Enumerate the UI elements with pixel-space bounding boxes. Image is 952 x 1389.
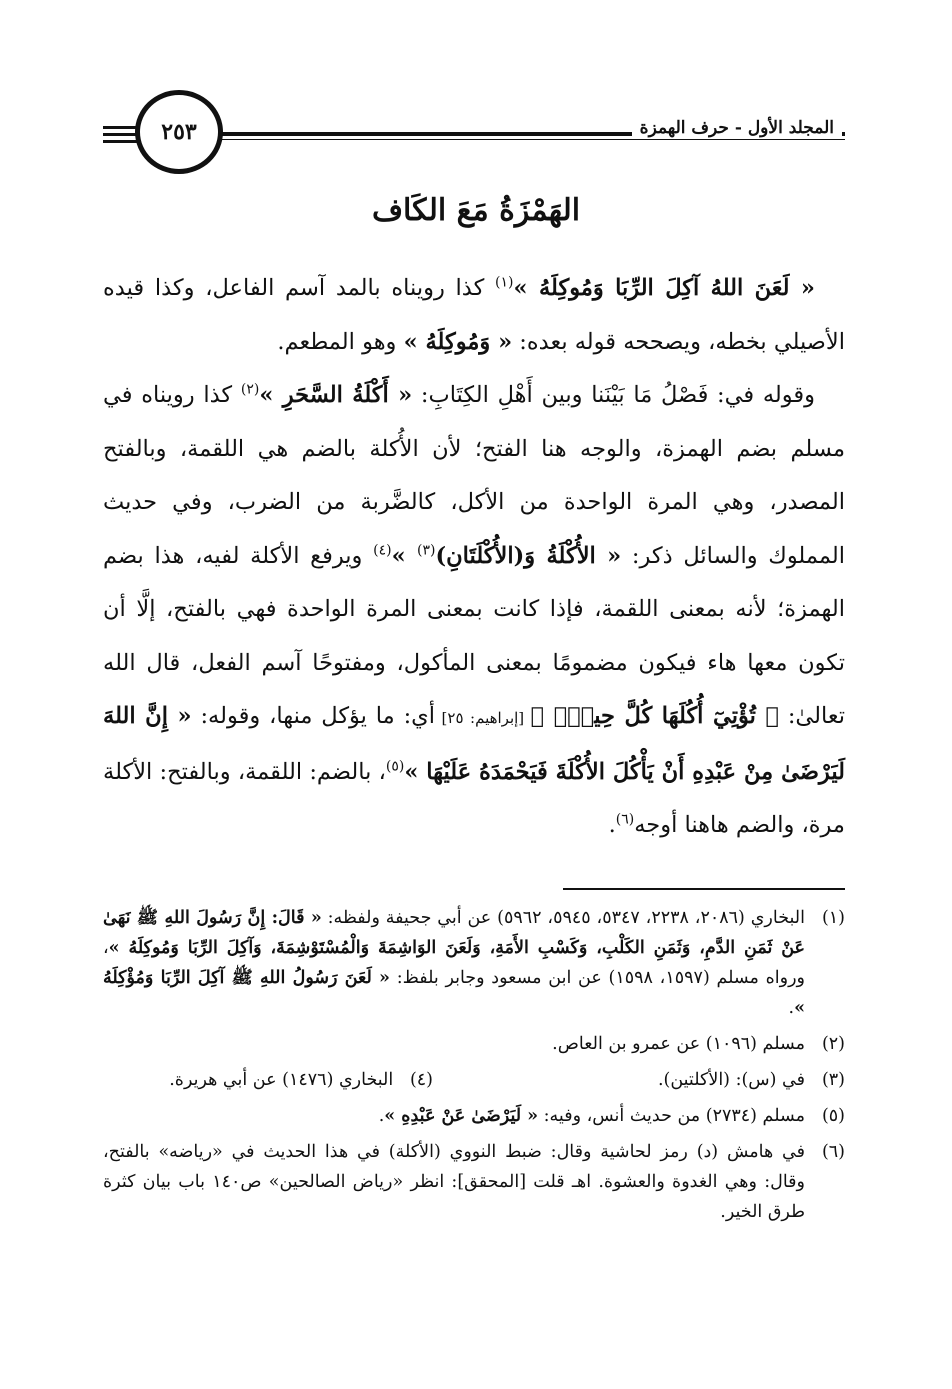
quote-muwakkil: « وَمُوكِلَهُ » bbox=[403, 328, 513, 355]
header-rule-right-thin bbox=[212, 139, 845, 140]
hadith-quote-yardha: « إِنَّ اللهَ لَيَرْضَىٰ مِنْ عَبْدِهِ أَنْ يَأْكُلَ الأُكْلَةَ فَيَحْمَدَهُ عَلَيْهَا » bbox=[103, 703, 845, 785]
footnote-4: (٤) البخاري (١٤٧٦) عن أبي هريرة. bbox=[169, 1070, 433, 1090]
chapter-title: الهَمْزَةُ مَعَ الكَاف bbox=[371, 193, 581, 228]
header-rule-left-3 bbox=[103, 140, 139, 143]
footnote-ref-1: (١) bbox=[495, 274, 514, 291]
footnotes bbox=[103, 903, 845, 1227]
footnote-6: (٦) في هامش (د) رمز لحاشية وقال: ضبط النووي (الأكلة) في هذا الحديث في «رياضه» بالفتح، وقال: وهي الغدوة والعشوة. اهـ قلت [المحقق]: انظر «رياض الصالحين» ص١٤٠ باب بيان كثرة طرق الخير. bbox=[103, 1142, 845, 1222]
verse-reference: [إبراهيم: ٢٥] bbox=[435, 709, 531, 727]
footnote-separator bbox=[563, 888, 845, 890]
page-number: ٢٥٣ bbox=[135, 90, 223, 174]
footnote-ref-3: (٣) bbox=[417, 542, 436, 558]
quote-ukla: « الأُكْلَةُ وَ(الأُكْلَتَانِ) bbox=[435, 542, 622, 569]
quote-aklat-sahar: « أَكْلَةُ السَّحَرِ » bbox=[259, 382, 413, 408]
paragraph-2: وقوله في: فَصْلُ مَا بَيْنَنا وبين أَهْلِ الكِتَابِ: « أَكْلَةُ السَّحَرِ »$^{(٢)}$ كذا رويناه في مسلم بضم الهمزة، والوجه هنا الفتح؛ لأن الأُكلة بالضم هي اللقمة، وبالفتح المصدر، وهي المرة الواحدة من الأكل، كالضَّربة من الضرب، وفي حديث المملوك والسائل ذكر: « الأُكْلَةُ وَ(الأُكْلَتَانِ)$^{(٣)}$ »$^{(٤)}$ ويرفع الأكلة لفيه، هذا بضم الهمزة؛ لأنه بمعنى اللقمة، فإذا كانت بمعنى المرة الواحدة فهي بالفتح، إلَّا أن تكون معها هاء فيكون مضمومًا بمعنى المأكول، ومفتوحًا آسم الفعل، قال الله تعالىٰ: ﴿ تُؤْتِيٓ أُكُلَهَا كُلَّ حِينٍۭ ﴾ [إبراهيم: ٢٥] أي: ما يؤكل منها، وقوله: « إِنَّ اللهَ لَيَرْضَىٰ مِنْ عَبْدِهِ أَنْ يَأْكُلَ الأُكْلَةَ فَيَحْمَدَهُ عَلَيْهَا »$^{(٥)}$، بالضم: اللقمة، وبالفتح: الأكلة مرة، والضم هاهنا أوجه$^{(٦)}$. bbox=[103, 381, 846, 838]
footnote-ref-5: (٥) bbox=[385, 758, 405, 774]
running-title: المجلد الأول - حرف الهمزة bbox=[632, 118, 842, 138]
footnote-1: (١) البخاري (٢٠٨٦، ٢٢٣٨، ٥٣٤٧، ٥٩٤٥، ٥٩٦٢) عن أبي جحيفة ولفظه: « قَالَ: إِنَّ رَسُولَ اللهِ ﷺ نَهَىٰ عَنْ ثَمَنِ الدَّمِ، وَثَمَنِ الكَلْبِ، وَكَسْبِ الأَمَةِ، وَلَعَنَ الوَاشِمَةَ وَالْمُسْتَوْشِمَةَ، وَآكِلَ الرِّبَا وَمُوكِلَهُ »، ورواه مسلم (١٥٩٧، ١٥٩٨) عن ابن مسعود وجابر بلفظ: « لَعَنَ رَسُولُ اللهِ ﷺ آكِلَ الرِّبَا وَمُؤْكِلَهُ ». bbox=[103, 908, 845, 1018]
footnote-3-4: (٣) في (س): (الأكلتين). (٤) البخاري (١٤٧٦) عن أبي هريرة. bbox=[103, 1065, 845, 1095]
footnote-3-text: في (س): (الأكلتين). bbox=[657, 1070, 805, 1090]
footnote-ref-6: (٦) bbox=[615, 811, 635, 828]
hadith-quote: « لَعَنَ اللهُ آكِلَ الرِّبَا وَمُوكِلَهُ » bbox=[513, 275, 815, 301]
quran-verse: ﴿ تُؤْتِيٓ أُكُلَهَا كُلَّ حِينٍۭ ﴾ bbox=[530, 703, 779, 729]
main-text bbox=[103, 262, 845, 853]
footnote-ref-4: (٤) bbox=[373, 542, 392, 558]
paragraph-1: « لَعَنَ اللهُ آكِلَ الرِّبَا وَمُوكِلَهُ »$^{(١)}$ كذا رويناه بالمد آسم الفاعل، وكذا قيده الأصيلي بخطه، ويصححه قوله بعده: « وَمُوكِلَهُ » وهو المطعم. bbox=[103, 274, 845, 355]
header-rule-left-2 bbox=[103, 133, 139, 136]
footnote-ref-2: (٢) bbox=[240, 381, 260, 398]
footnote-5: (٥) مسلم (٢٧٣٤) من حديث أنس، وفيه: « لَيَرْضَىٰ عَنْ عَبْدِهِ ». bbox=[378, 1106, 845, 1126]
footnote-2: (٢) مسلم (١٠٩٦) عن عمرو بن العاص. bbox=[552, 1034, 845, 1054]
header-rule-left bbox=[103, 126, 139, 129]
